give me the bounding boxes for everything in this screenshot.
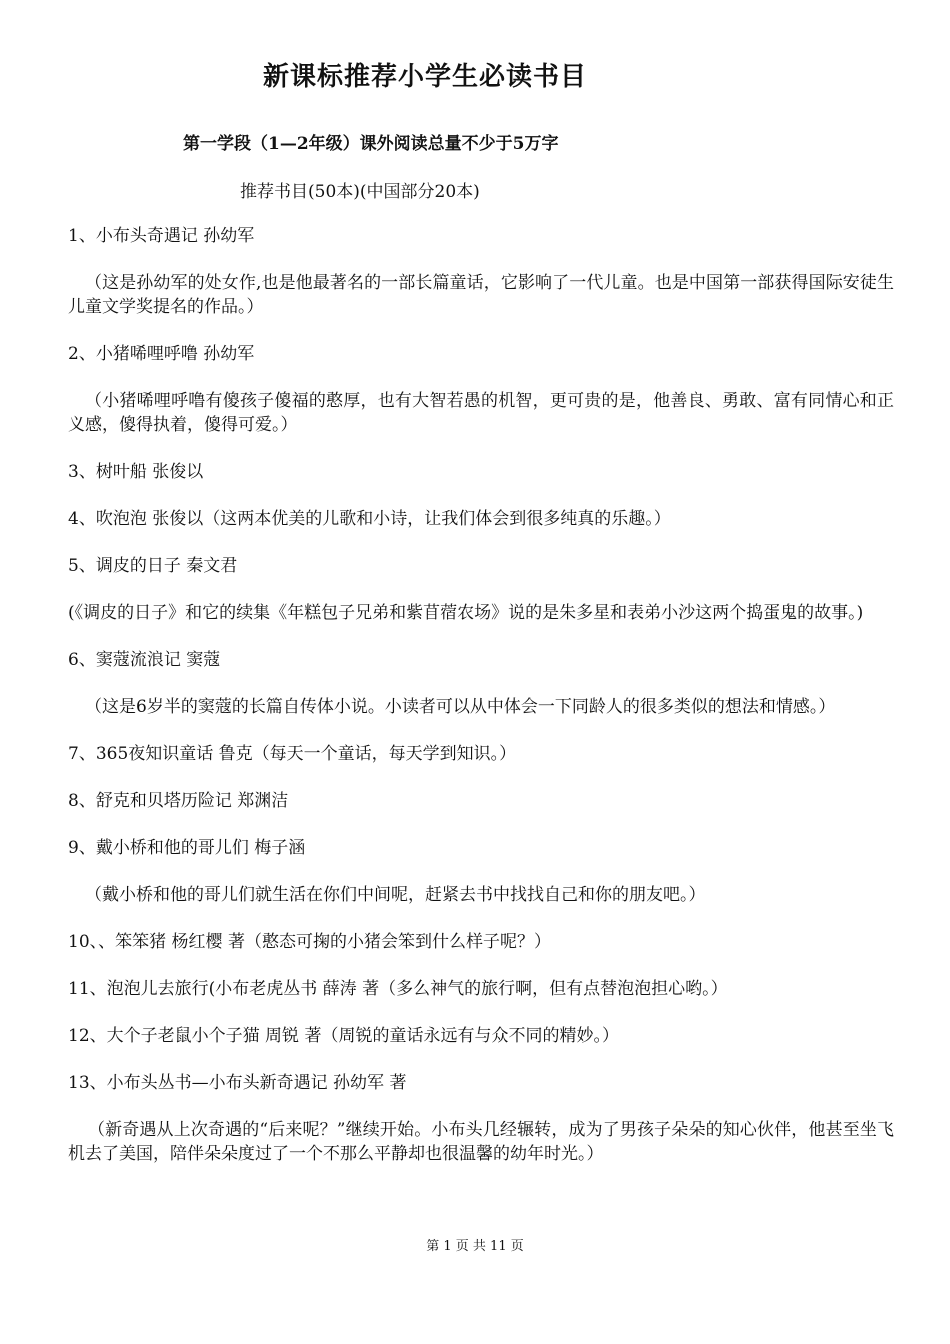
- book-entry-note: （戴小桥和他的哥儿们就生活在你们中间呢，赶紧去书中找找自己和你的朋友吧。）: [85, 885, 706, 905]
- book-entry-title: 3、树叶船 张俊以: [68, 462, 204, 482]
- book-entry-title: 7、365夜知识童话 鲁克（每天一个童话，每天学到知识。）: [68, 744, 517, 764]
- document-title: 新课标推荐小学生必读书目: [262, 62, 587, 92]
- book-entry-note: (《调皮的日子》和它的续集《年糕包子兄弟和紫苜蓿农场》说的是朱多星和表弟小沙这两个捣蛋鬼的故事。): [68, 603, 864, 623]
- book-entry-title: 4、吹泡泡 张俊以（这两本优美的儿歌和小诗，让我们体会到很多纯真的乐趣。）: [68, 509, 671, 529]
- book-entry-note: （新奇遇从上次奇遇的“后来呢？”继续开始。小布头几经辗转，成为了男孩子朵朵的知心伙伴，他甚至坐飞机去了美国，陪伴朵朵度过了一个不那么平静却也很温馨的幼年时光。）: [68, 1120, 894, 1164]
- book-entry-note: （小猪唏哩呼噜有傻孩子傻福的憨厚，也有大智若愚的机智，更可贵的是，他善良、勇敢、富有同情心和正义感，傻得执着，傻得可爱。）: [68, 391, 894, 435]
- book-entry-title: 6、窦蔻流浪记 窦蔻: [68, 650, 221, 670]
- book-entry-title: 8、舒克和贝塔历险记 郑渊洁: [68, 791, 289, 811]
- recommend-count-line: 推荐书目(50本)(中国部分20本): [240, 182, 480, 202]
- section-heading: 第一学段（1—2年级）课外阅读总量不少于5万字: [183, 134, 559, 154]
- book-entry-title: 10、、笨笨猪 杨红樱 著（憨态可掬的小猪会笨到什么样子呢？）: [68, 932, 551, 952]
- book-entry-title: 12、大个子老鼠小个子猫 周锐 著（周锐的童话永远有与众不同的精妙。）: [68, 1026, 619, 1046]
- book-entry-title: 5、调皮的日子 秦文君: [68, 556, 238, 576]
- book-entry-title: 2、小猪唏哩呼噜 孙幼军: [68, 344, 255, 364]
- book-list: [68, 224, 894, 1189]
- book-entry-note: （这是6岁半的窦蔻的长篇自传体小说。小读者可以从中体会一下同龄人的很多类似的想法和情感。）: [85, 697, 836, 717]
- book-entry-title: 11、泡泡儿去旅行(小布老虎丛书 薛涛 著（多么神气的旅行啊，但有点替泡泡担心哟。）: [68, 979, 728, 999]
- book-entry-note: （这是孙幼军的处女作,也是他最著名的一部长篇童话，它影响了一代儿童。也是中国第一部获得国际安徒生儿童文学奖提名的作品。）: [68, 273, 894, 317]
- book-entry-title: 13、小布头丛书—小布头新奇遇记 孙幼军 著: [68, 1073, 407, 1093]
- page-footer: 第 1 页 共 11 页: [426, 1239, 524, 1254]
- book-entry-title: 1、小布头奇遇记 孙幼军: [68, 226, 255, 246]
- book-entry-title: 9、戴小桥和他的哥儿们 梅子涵: [68, 838, 306, 858]
